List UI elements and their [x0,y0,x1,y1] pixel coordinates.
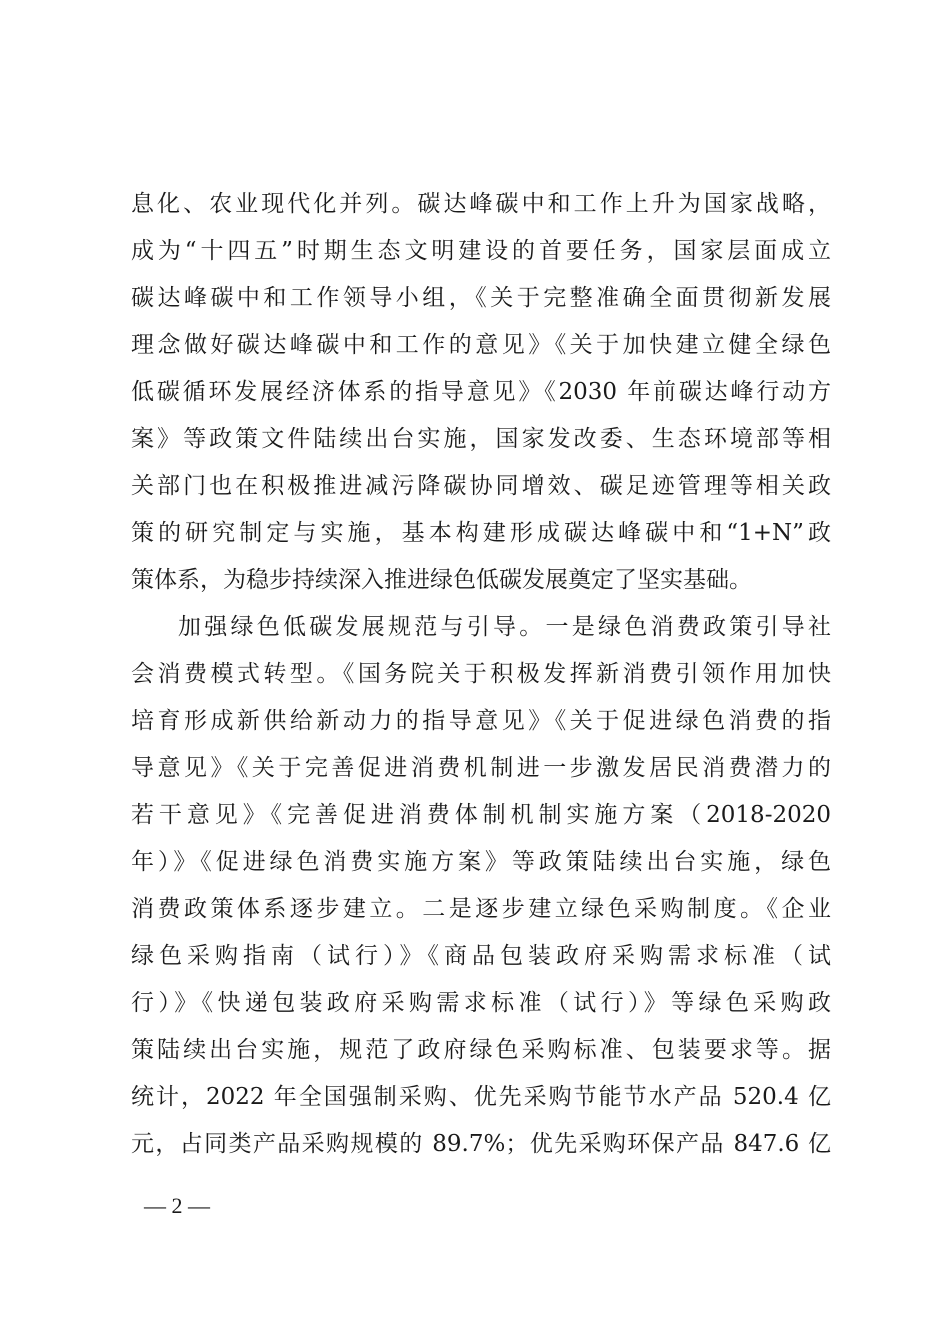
text-line: 元，占同类产品采购规模的 89.7%；优先采购环保产品 847.6 亿 [131,1131,831,1157]
page-number: — 2 — [144,1193,210,1218]
text-line: 行）》《快递包装政府采购需求标准（试行）》等绿色采购政 [131,990,831,1016]
text-line: 加强绿色低碳发展规范与引导。一是绿色消费政策引导社 [178,614,831,640]
text-line: 理念做好碳达峰碳中和工作的意见》《关于加快建立健全绿色 [131,332,831,358]
text-line: 策体系，为稳步持续深入推进绿色低碳发展奠定了坚实基础。 [131,567,752,593]
text-line: 成为“十四五”时期生态文明建设的首要任务，国家层面成立 [131,238,831,264]
text-line: 低碳循环发展经济体系的指导意见》《2030 年前碳达峰行动方 [131,379,831,405]
text-line: 导意见》《关于完善促进消费机制进一步激发居民消费潜力的 [131,755,831,781]
text-line: 碳达峰碳中和工作领导小组，《关于完整准确全面贯彻新发展 [131,285,831,311]
text-line: 培育形成新供给新动力的指导意见》《关于促进绿色消费的指 [131,708,831,734]
text-line: 策陆续出台实施，规范了政府绿色采购标准、包装要求等。据 [131,1037,831,1063]
text-line: 案》等政策文件陆续出台实施，国家发改委、生态环境部等相 [131,426,831,452]
text-line: 绿色采购指南（试行）》《商品包装政府采购需求标准（试 [131,943,831,969]
text-line: 若干意见》《完善促进消费体制机制实施方案（2018-2020 [131,802,831,828]
text-line: 会消费模式转型。《国务院关于积极发挥新消费引领作用加快 [131,661,831,687]
text-line: 关部门也在积极推进减污降碳协同增效、碳足迹管理等相关政 [131,473,831,499]
text-line: 策的研究制定与实施，基本构建形成碳达峰碳中和“1+N”政 [131,520,831,546]
text-line: 消费政策体系逐步建立。二是逐步建立绿色采购制度。《企业 [131,896,831,922]
text-line: 年）》《促进绿色消费实施方案》等政策陆续出台实施，绿色 [131,849,831,875]
text-line: 息化、农业现代化并列。碳达峰碳中和工作上升为国家战略， [131,191,831,217]
text-line: 统计，2022 年全国强制采购、优先采购节能节水产品 520.4 亿 [131,1084,831,1110]
